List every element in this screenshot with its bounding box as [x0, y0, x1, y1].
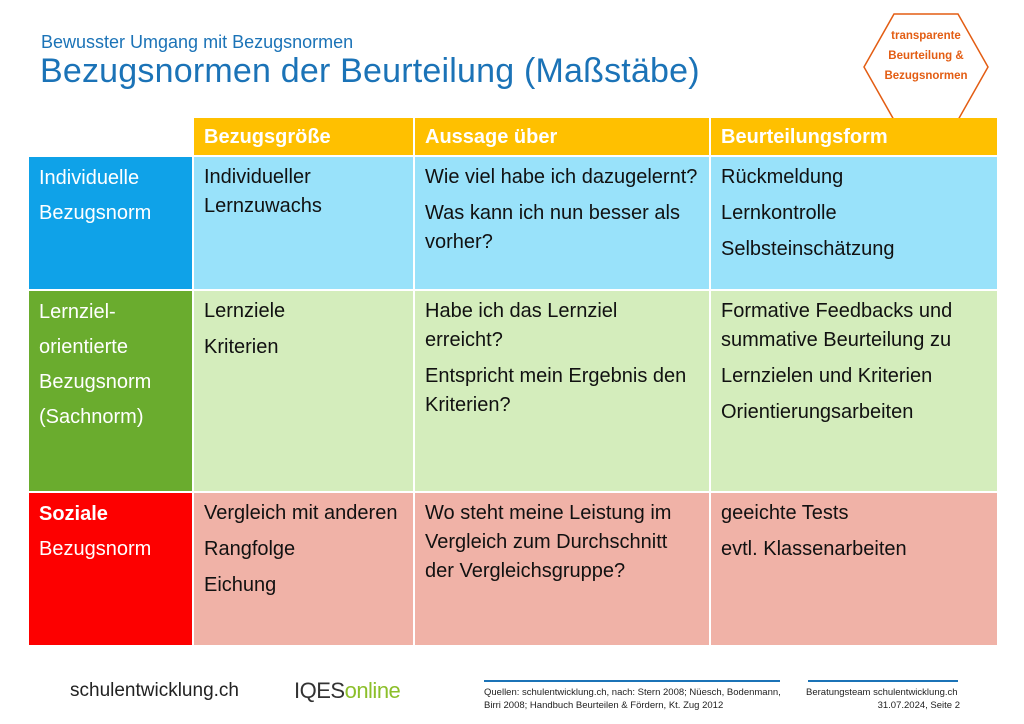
- table-cell: [711, 493, 997, 645]
- badge-line: Bezugsnormen: [884, 70, 968, 82]
- row-label-bold: Soziale: [39, 503, 108, 525]
- cell-text: Vergleich mit anderen: [204, 502, 398, 524]
- table-cell: [711, 291, 997, 491]
- cell-text: Habe ich das Lernziel erreicht?: [425, 300, 618, 351]
- badge-line: Beurteilung &: [888, 50, 964, 62]
- column-header-aussage: Aussage über: [415, 118, 709, 155]
- badge-line: transparente: [891, 30, 961, 42]
- table-cell: [194, 291, 413, 491]
- table-cell: [415, 157, 709, 289]
- row-label-lernzielorientierte-bezugsnorm: [29, 291, 192, 491]
- row-label-line: Individuelle: [39, 167, 140, 189]
- cell-text: Was kann ich nun besser als vorher?: [425, 202, 680, 253]
- cell-text: Formative Feedbacks und summative Beurteilung zu: [721, 300, 953, 351]
- cell-text: Individueller Lernzuwachs: [204, 166, 322, 217]
- table-corner: [29, 118, 192, 155]
- logo-online-text: online: [344, 678, 401, 703]
- table-cell: [194, 157, 413, 289]
- cell-text: Kriterien: [204, 336, 279, 358]
- column-header-bezugsgroesse: Bezugsgröße: [194, 118, 413, 155]
- credit-line: Beratungsteam schulentwicklung.ch: [806, 687, 958, 698]
- cell-text: Lernkontrolle: [721, 202, 837, 224]
- cell-text: Wo steht meine Leistung im Vergleich zum Durchschnitt der Vergleichsgruppe?: [425, 502, 672, 582]
- iqes-online-logo: [294, 678, 400, 704]
- row-label-soziale-bezugsnorm: [29, 493, 192, 645]
- row-label-line: Bezugsnorm: [39, 538, 152, 560]
- row-label-line: Bezugsnorm: [39, 371, 152, 393]
- cell-text: evtl. Klassenarbeiten: [721, 538, 907, 560]
- row-label-line: Lernziel-: [39, 301, 116, 323]
- cell-text: Entspricht mein Ergebnis den Kriterien?: [425, 365, 687, 416]
- cell-text: Lernziele: [204, 300, 286, 322]
- date-page-line: 31.07.2024, Seite 2: [877, 700, 960, 711]
- bezugsnormen-table: [29, 118, 997, 645]
- cell-text: geeichte Tests: [721, 502, 849, 524]
- table-cell: [415, 291, 709, 491]
- row-label-line: orientierte: [39, 336, 128, 358]
- schulentwicklung-logo: schulentwicklung.ch: [70, 680, 239, 701]
- page-title: Bezugsnormen der Beurteilung (Maßstäbe): [40, 52, 700, 90]
- cell-text: Wie viel habe ich dazugelernt?: [425, 166, 698, 188]
- hexagon-badge: [862, 12, 990, 122]
- cell-text: Eichung: [204, 574, 277, 596]
- cell-text: Rangfolge: [204, 538, 296, 560]
- table-cell: [711, 157, 997, 289]
- footer-credit: [806, 686, 960, 712]
- cell-text: Selbsteinschätzung: [721, 238, 895, 260]
- row-label-line: (Sachnorm): [39, 406, 144, 428]
- cell-text: Lernzielen und Kriterien: [721, 365, 933, 387]
- sources-note: Quellen: schulentwicklung.ch, nach: Stern 2008; Nüesch, Bodenmann, Birri 2008; Handbuch Beurteilen & Fördern, Kt. Zug 2012: [484, 687, 781, 711]
- cell-text: Rückmeldung: [721, 166, 844, 188]
- page-subtitle: Bewusster Umgang mit Bezugsnormen: [41, 32, 354, 52]
- cell-text: Orientierungsarbeiten: [721, 401, 914, 423]
- row-label-line: Bezugsnorm: [39, 202, 152, 224]
- table-cell: [194, 493, 413, 645]
- footer-divider: [808, 680, 958, 682]
- footer-divider: [484, 680, 780, 682]
- logo-iqes-text: IQES: [294, 678, 345, 703]
- row-label-individuelle-bezugsnorm: [29, 157, 192, 289]
- table-cell: [415, 493, 709, 645]
- column-header-beurteilungsform: Beurteilungsform: [711, 118, 997, 155]
